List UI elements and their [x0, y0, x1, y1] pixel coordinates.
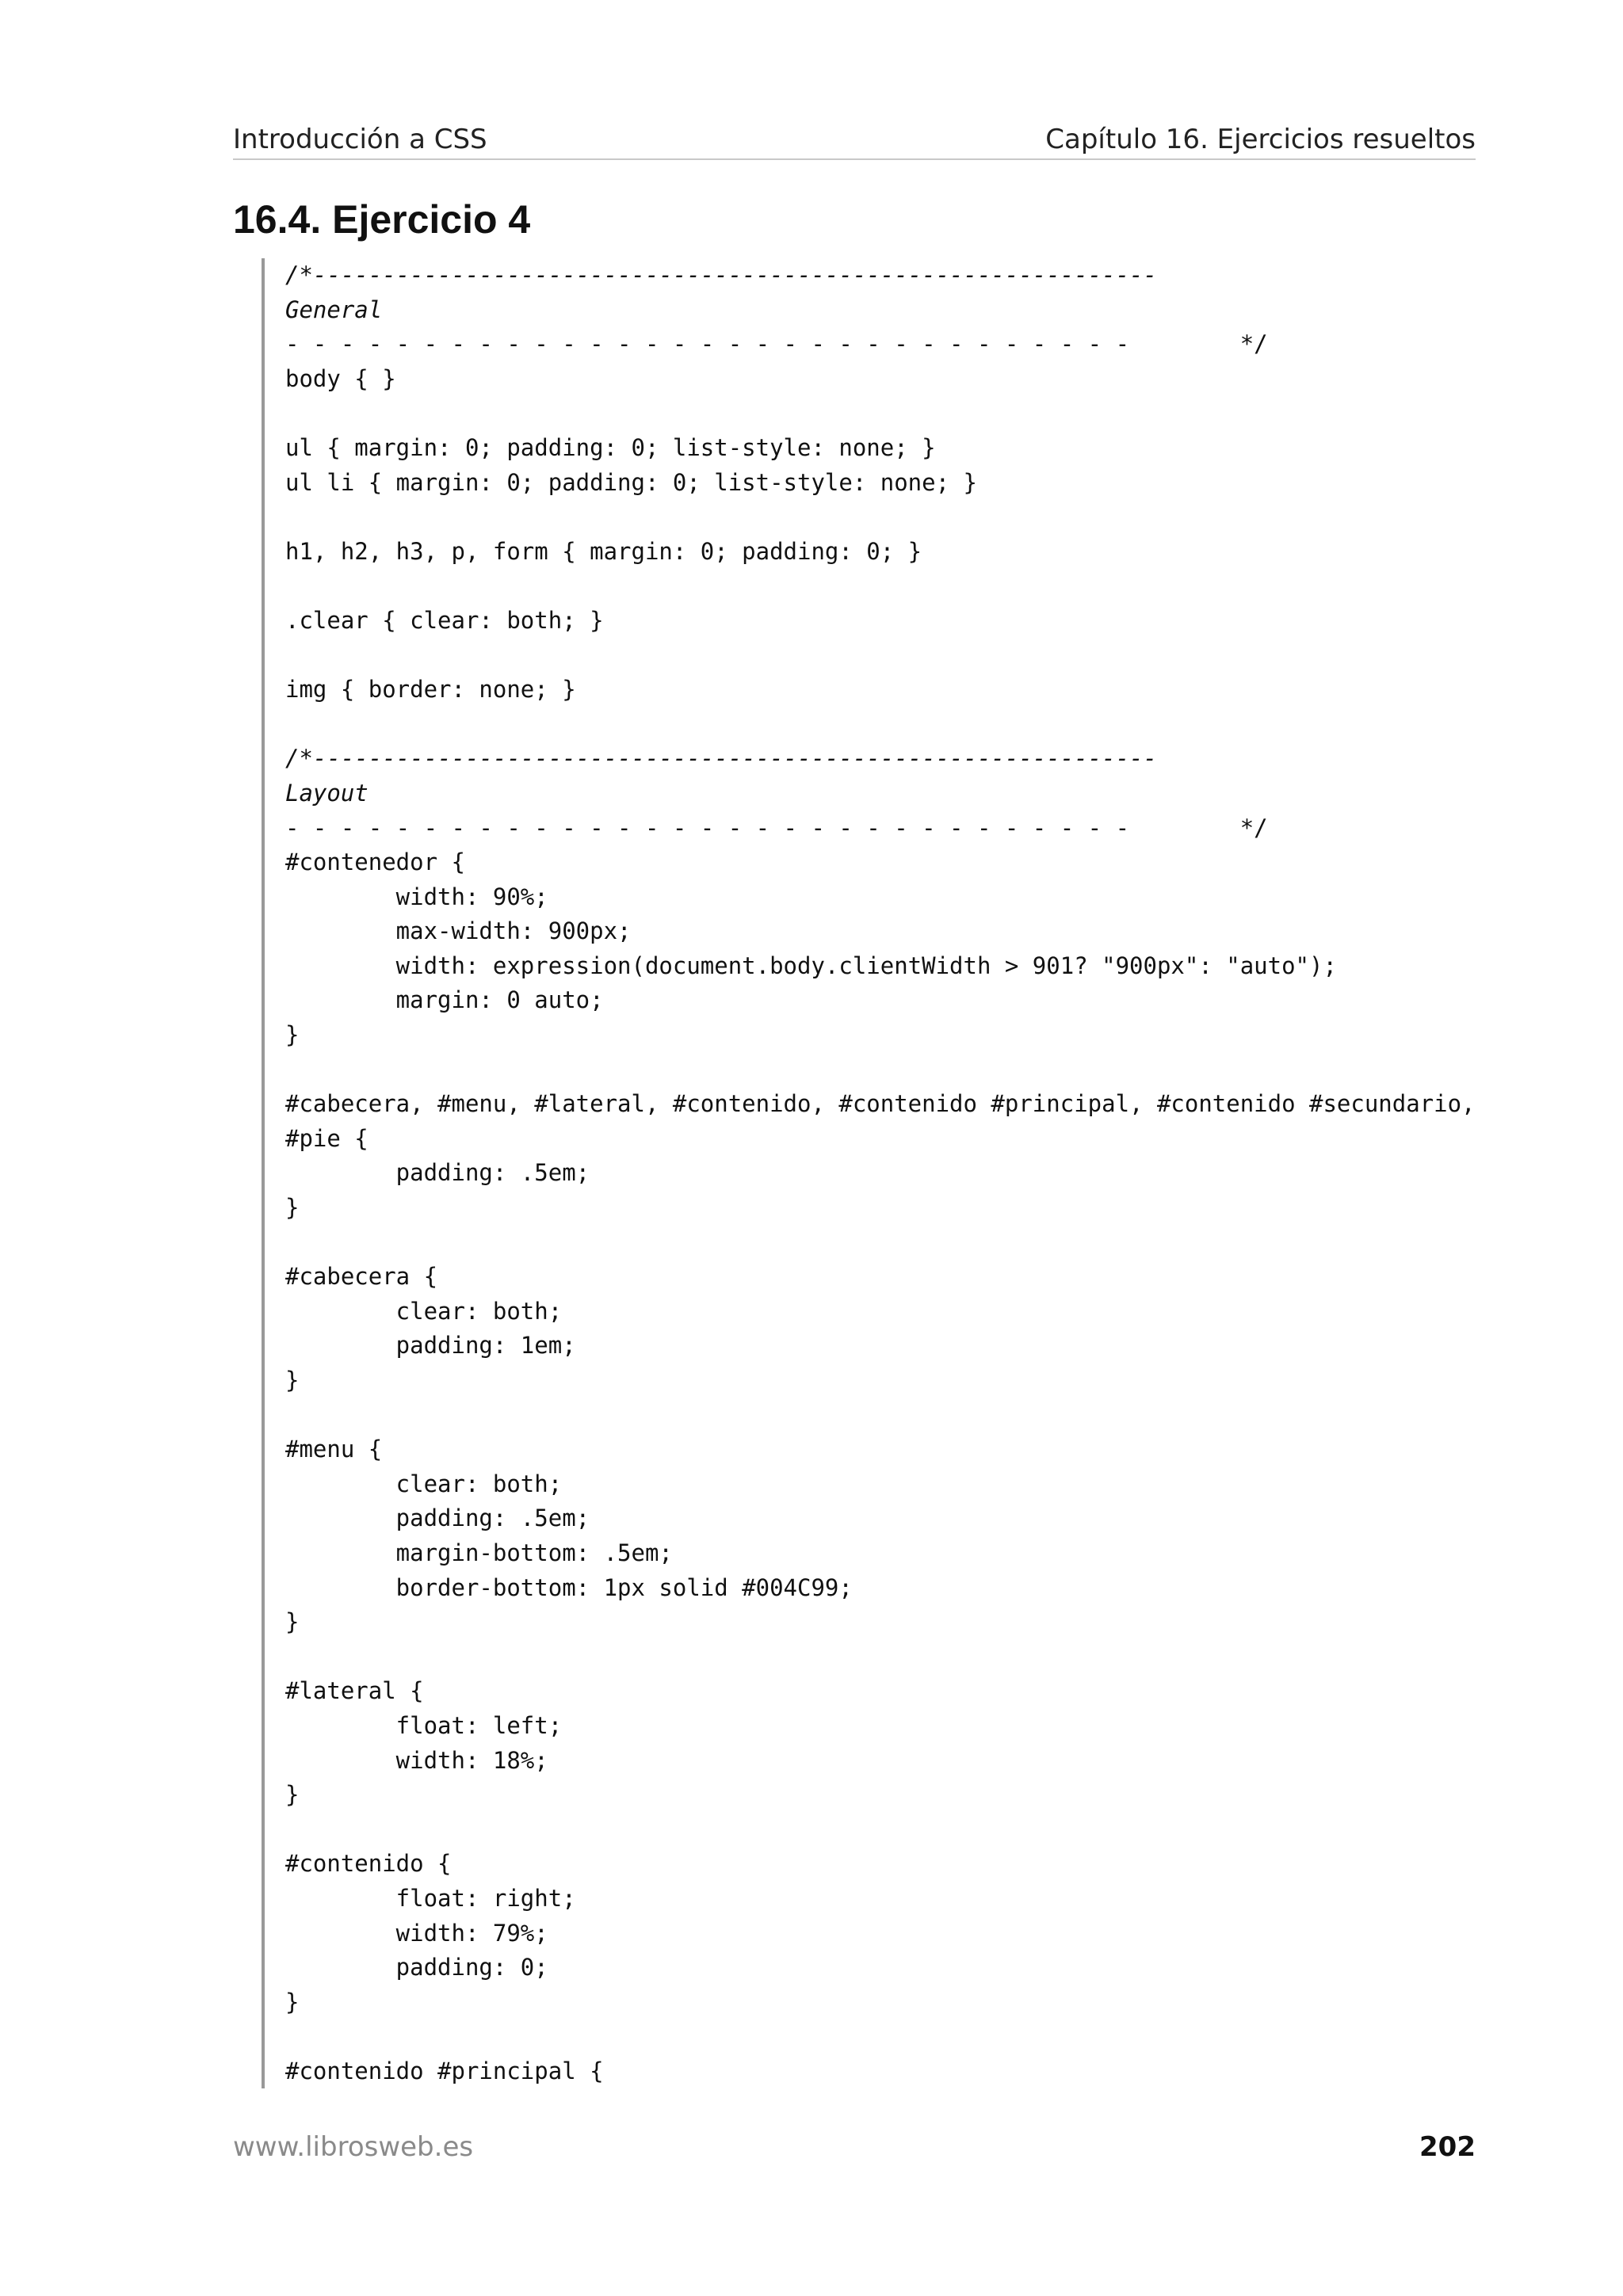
code-line: padding: .5em;	[285, 1159, 590, 1187]
code-line: - - - - - - - - - - - - - - - - - - - - - - - - - - - - - - - */	[285, 330, 1268, 358]
code-line	[285, 1640, 1482, 1675]
code-line: clear: both;	[285, 1297, 563, 1325]
code-line: ul li { margin: 0; padding: 0; list-style: none; }	[285, 468, 977, 496]
code-line: #contenido {	[285, 1850, 452, 1878]
footer-url[interactable]: www.librosweb.es	[233, 2131, 474, 2163]
code-line	[285, 500, 1482, 535]
chapter-title: Capítulo 16. Ejercicios resueltos	[1045, 124, 1476, 155]
code-line: width: 79%;	[285, 1919, 548, 1947]
code-line: #contenedor {	[285, 849, 465, 876]
code-line: padding: .5em;	[285, 1505, 590, 1532]
code-line	[285, 707, 1482, 742]
code-line: width: expression(document.body.clientWidth > 901? "900px": "auto");	[285, 952, 1337, 979]
code-line: #lateral {	[285, 1677, 424, 1705]
code-line	[285, 1053, 1482, 1088]
code-block	[262, 258, 1482, 2088]
code-line: padding: 0;	[285, 1954, 548, 1981]
code-line: /*-------------------------------------------------------------	[285, 745, 1157, 772]
code-line	[285, 639, 1482, 673]
code-line: width: 18%;	[285, 1746, 548, 1774]
code-line: ul { margin: 0; padding: 0; list-style: none; }	[285, 433, 936, 461]
code-line: #contenido #principal {	[285, 2057, 604, 2084]
code-line: #pie {	[285, 1124, 369, 1152]
code-line: body { }	[285, 364, 396, 392]
code-line: h1, h2, h3, p, form { margin: 0; padding: 0; }	[285, 537, 922, 565]
code-listing	[265, 258, 1482, 2088]
code-line	[285, 1813, 1482, 1848]
code-line: }	[285, 1781, 300, 1809]
code-line: General	[285, 296, 383, 323]
code-line: width: 90%;	[285, 883, 548, 910]
code-line: margin: 0 auto;	[285, 986, 604, 1014]
code-line: float: right;	[285, 1884, 576, 1912]
code-line: padding: 1em;	[285, 1332, 576, 1360]
code-line: #cabecera, #menu, #lateral, #contenido, #contenido #principal, #contenido #secundario,	[285, 1090, 1476, 1118]
page-number: 202	[1419, 2131, 1476, 2163]
code-line	[285, 1226, 1482, 1261]
code-line	[285, 1398, 1482, 1433]
code-line	[285, 396, 1482, 431]
code-line: }	[285, 1367, 300, 1394]
code-line: /*-------------------------------------------------------------	[285, 261, 1157, 288]
code-line	[285, 569, 1482, 604]
code-line: max-width: 900px;	[285, 917, 632, 945]
page-footer	[233, 2131, 1476, 2163]
code-line	[285, 2019, 1482, 2054]
code-line: #cabecera {	[285, 1263, 438, 1291]
book-title: Introducción a CSS	[233, 124, 487, 155]
code-line: }	[285, 1021, 300, 1049]
code-line: margin-bottom: .5em;	[285, 1539, 673, 1566]
code-line: #menu {	[285, 1436, 383, 1463]
code-line: img { border: none; }	[285, 676, 576, 704]
code-line: }	[285, 1988, 300, 2016]
code-line: clear: both;	[285, 1470, 563, 1497]
code-line: Layout	[285, 779, 369, 807]
section-title: 16.4. Ejercicio 4	[233, 197, 531, 242]
code-line: float: left;	[285, 1711, 563, 1739]
code-line: - - - - - - - - - - - - - - - - - - - - - - - - - - - - - - - */	[285, 814, 1268, 841]
code-line: .clear { clear: both; }	[285, 606, 604, 634]
code-line: border-bottom: 1px solid #004C99;	[285, 1573, 853, 1601]
code-line: }	[285, 1194, 300, 1222]
code-line: }	[285, 1608, 300, 1636]
page-header	[233, 116, 1476, 160]
